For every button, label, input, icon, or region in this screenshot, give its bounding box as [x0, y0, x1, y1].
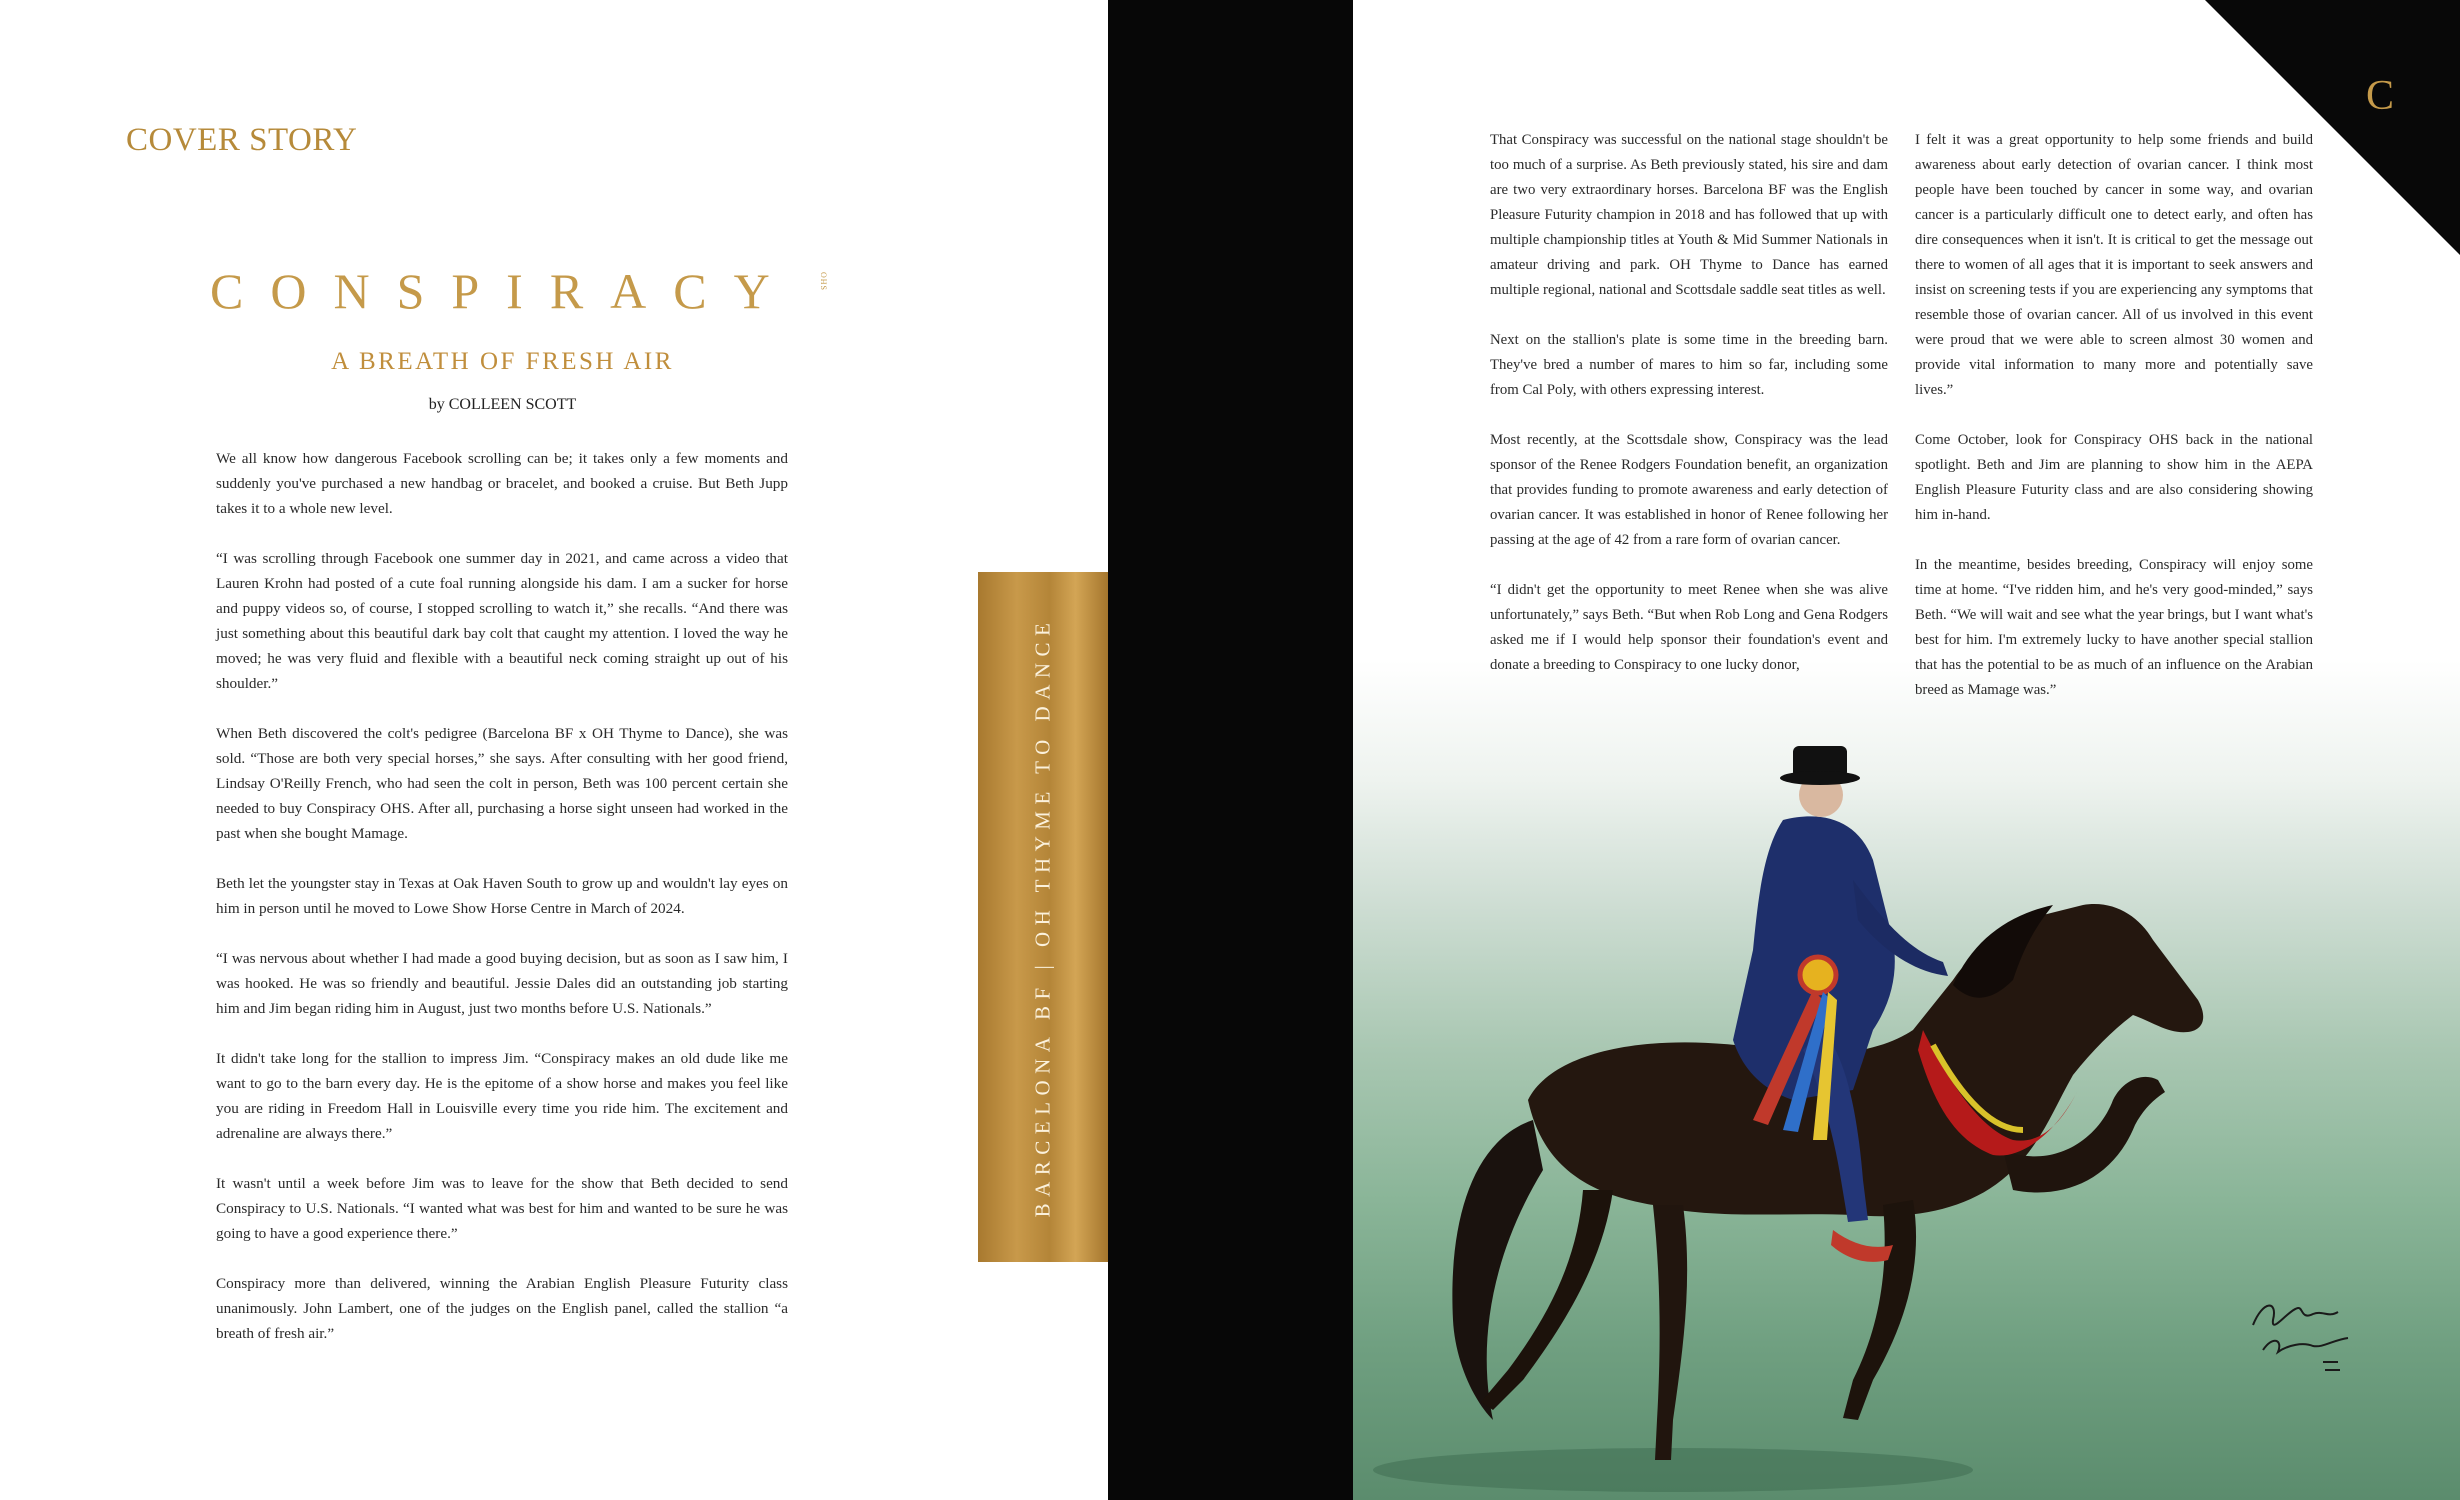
article-subtitle: A BREATH OF FRESH AIR — [331, 348, 674, 375]
pedigree-band — [978, 572, 1108, 1262]
title-suffix-text: OHS — [819, 272, 828, 292]
paragraph: “I didn't get the opportunity to meet Renee when she was alive unfortunately,” says Beth. “But when Rob Long and Gena Rodgers asked me if I would help sponsor their foundation's event and donate a breeding to Conspiracy to one lucky donor, — [1490, 582, 1888, 673]
horse-front-leg — [1843, 1200, 1916, 1420]
left-body-column — [216, 446, 788, 1371]
horse-hind-leg-right — [1653, 1205, 1687, 1460]
paragraph: It didn't take long for the stallion to impress Jim. “Conspiracy makes an old dude like me want to go to the barn every day. He is the epitome of a show horse and makes you feel like you are riding in Freedom Hall in Louisville every time you ride him. The excitement and adrenaline are always there.” — [216, 1050, 788, 1142]
photographer-signature — [2243, 1290, 2363, 1380]
byline: by COLLEEN SCOTT — [428, 396, 577, 413]
paragraph: We all know how dangerous Facebook scrolling can be; it takes only a few moments and suddenly you've purchased a new handbag or bracelet, and booked a cruise. But Beth Jupp takes it to a whole new level. — [216, 450, 788, 517]
horse-and-rider-photo — [1353, 700, 2460, 1500]
paragraph: Conspiracy more than delivered, winning the Arabian English Pleasure Futurity class unanimously. John Lambert, one of the judges on the English panel, called the stallion “a breath of fresh air.” — [216, 1275, 788, 1342]
article-title: CONSPIRACY — [210, 263, 797, 319]
paragraph: In the meantime, besides breeding, Conspiracy will enjoy some time at home. “I've ridden him, and he's very good-minded,” says Beth. “We will wait and see what the year brings, but I want what's best for him. I'm extremely lucky to have another special stallion that has the potential to be as much of an influence on the Arabian breed as Mamage was.” — [1915, 557, 2313, 698]
paragraph: Next on the stallion's plate is some time in the breeding barn. They've bred a number of mares to him so far, including some from Cal Poly, with others expressing interest. — [1490, 332, 1888, 398]
paragraph: Come October, look for Conspiracy OHS back in the national spotlight. Beth and Jim are planning to show him in the AEPA English Pleasure Futurity class and are also considering showing him in-hand. — [1915, 432, 2313, 523]
right-body-column-2 — [1915, 128, 2313, 728]
right-body-column-1 — [1490, 128, 1888, 703]
corner-letter: C — [2365, 73, 2394, 119]
title-suffix — [818, 272, 828, 294]
paragraph: Most recently, at the Scottsdale show, Conspiracy was the lead sponsor of the Renee Rodgers Foundation benefit, an organization that provides funding to promote awareness and early detection of ovarian cancer. It was established in honor of Renee following her passing at the age of 42 from a rare form of ovarian cancer. — [1490, 432, 1888, 548]
paragraph: Beth let the youngster stay in Texas at Oak Haven South to grow up and wouldn't lay eyes on him in person until he moved to Lowe Show Horse Centre in March of 2024. — [216, 875, 788, 917]
paragraph: When Beth discovered the colt's pedigree (Barcelona BF x OH Thyme to Dance), she was sold. “Those are both very special horses,” she says. After consulting with her good friend, Lindsay O'Reilly French, who had seen the colt in person, Beth was 100 percent certain she needed to buy Conspiracy OHS. After all, purchasing a horse sight unseen had worked in the past when she bought Mamage. — [216, 725, 788, 842]
paragraph: It wasn't until a week before Jim was to leave for the show that Beth decided to send Conspiracy to U.S. Nationals. “I wanted what was best for him and wanted to be sure he was going to have a good experience there.” — [216, 1175, 788, 1242]
left-page — [0, 0, 1108, 1500]
paragraph: I felt it was a great opportunity to help some friends and build awareness about early detection of ovarian cancer. I think most people have been touched by cancer in some way, and ovarian cancer is a particularly difficult one to detect early, and often has dire consequences when it isn't. It is critical to get the message out there to women of all ages that it is important to seek answers and insist on screening tests if you are experiencing any symptoms that resemble those of ovarian cancer. All of us involved in this event were proud that we were able to screen almost 30 women and provide vital information to many more and potentially save lives.” — [1915, 132, 2313, 398]
paragraph: That Conspiracy was successful on the national stage shouldn't be too much of a surprise. As Beth previously stated, his sire and dam are two very extraordinary horses. Barcelona BF was the English Pleasure Futurity champion in 2018 and has followed that up with multiple championship titles at Youth & Mid Summer Nationals in amateur driving and park. OH Thyme to Dance has earned multiple regional, national and Scottsdale saddle seat titles as well. — [1490, 132, 1888, 298]
paragraph: “I was nervous about whether I had made a good buying decision, but as soon as I saw him, I was hooked. He was so friendly and beautiful. Jessie Dales did an outstanding job starting him and Jim began riding him in August, just two months before U.S. Nationals.” — [216, 950, 788, 1017]
pedigree-band-text: BARCELONA BF | OH THYME TO DANCE — [1030, 616, 1055, 1218]
right-page — [1353, 0, 2460, 1500]
section-label: COVER STORY — [126, 122, 358, 158]
title-row — [210, 262, 850, 322]
rosette — [1800, 957, 1836, 993]
center-black-strip — [1108, 0, 1353, 1500]
horse-tail — [1452, 1120, 1543, 1420]
paragraph: “I was scrolling through Facebook one summer day in 2021, and came across a video that Lauren Krohn had posted of a cute foal running alongside his dam. I am a sucker for horse and puppy videos so, of course, I stopped scrolling to watch it,” she recalls. “And there was just something about this beautiful dark bay colt that caught my attention. I loved the way he moved; he was very fluid and flexible with a beautiful neck coming straight up out of his shoulder.” — [216, 550, 788, 692]
ground-shadow — [1373, 1448, 1973, 1492]
rider-hat-brim — [1780, 771, 1860, 785]
red-tassel — [1831, 1230, 1893, 1262]
